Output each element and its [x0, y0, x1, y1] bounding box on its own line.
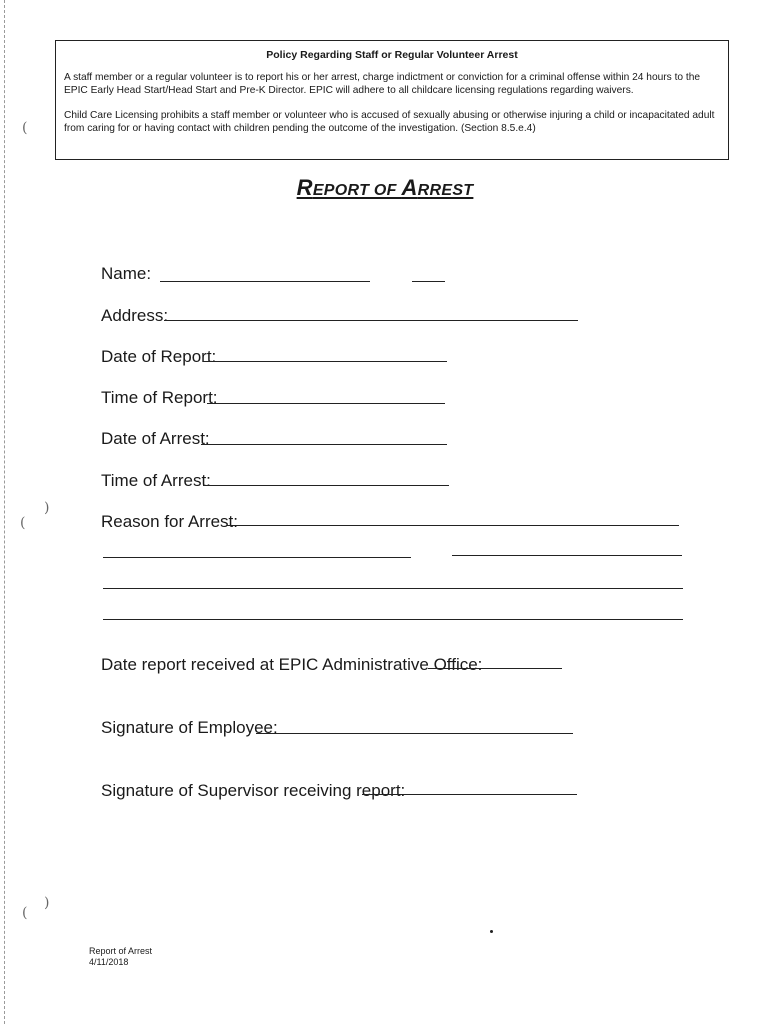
scan-mark: ) — [44, 895, 50, 911]
date-of-arrest-label: Date of Arrest: — [101, 429, 210, 448]
date-of-report-field[interactable] — [203, 361, 447, 362]
scan-dot — [490, 930, 493, 933]
reason-line-2b[interactable] — [452, 555, 682, 556]
policy-box — [55, 40, 729, 160]
date-of-arrest-field[interactable] — [201, 444, 447, 445]
title-initial-r: R — [296, 175, 313, 200]
report-title — [0, 175, 770, 201]
name-field-extension[interactable] — [412, 281, 445, 282]
time-of-report-label: Time of Report: — [101, 388, 218, 407]
date-received-field[interactable] — [428, 668, 562, 669]
scan-mark: ( — [22, 120, 28, 136]
scan-mark: ( — [20, 515, 26, 531]
address-field[interactable] — [164, 320, 578, 321]
supervisor-signature-label: Signature of Supervisor receiving report: — [101, 781, 406, 800]
reason-for-arrest-label: Reason for Arrest: — [101, 512, 239, 531]
date-received-label: Date report received at EPIC Administrative Office: — [101, 655, 483, 674]
reason-for-arrest-field[interactable] — [227, 525, 679, 526]
footer — [89, 946, 152, 968]
supervisor-signature-field[interactable] — [362, 794, 577, 795]
scan-mark: ) — [44, 500, 50, 516]
address-label: Address: — [101, 306, 169, 325]
name-field[interactable] — [160, 281, 370, 282]
title-small-caps-eport: EPORT OF — [312, 182, 402, 199]
policy-paragraph-reporting: A staff member or a regular volunteer is to report his or her arrest, charge indictment or conviction for a criminal offense within 24 hours to the EPIC Early Head Start/Head Start and Pre-K Director. EPIC will adhere to all childcare licensing regulations regarding waivers. — [64, 72, 701, 96]
scan-mark: ( — [22, 905, 28, 921]
reason-line-3[interactable] — [103, 588, 683, 589]
reason-line-2a[interactable] — [103, 557, 411, 558]
policy-title: Policy Regarding Staff or Regular Volunteer Arrest — [266, 49, 518, 61]
time-of-report-field[interactable] — [207, 403, 445, 404]
time-of-arrest-label: Time of Arrest: — [101, 471, 211, 490]
scan-edge — [0, 0, 5, 1024]
footer-date: 4/11/2018 — [89, 957, 129, 967]
name-label: Name: — [101, 264, 152, 283]
title-initial-a: A — [401, 175, 418, 200]
policy-paragraph-licensing: Child Care Licensing prohibits a staff member or volunteer who is accused of sexually abusing or otherwise injuring a child or incapacitated adult from caring for or having contact with children pending the outcome of the investigation. (Section 8.5.e.4) — [64, 110, 715, 134]
title-small-caps-rrest: RREST — [417, 182, 474, 199]
footer-document-name: Report of Arrest — [89, 946, 153, 956]
reason-line-4[interactable] — [103, 619, 683, 620]
employee-signature-label: Signature of Employee: — [101, 718, 278, 737]
date-of-report-label: Date of Report: — [101, 347, 217, 366]
time-of-arrest-field[interactable] — [203, 485, 449, 486]
employee-signature-field[interactable] — [256, 733, 573, 734]
